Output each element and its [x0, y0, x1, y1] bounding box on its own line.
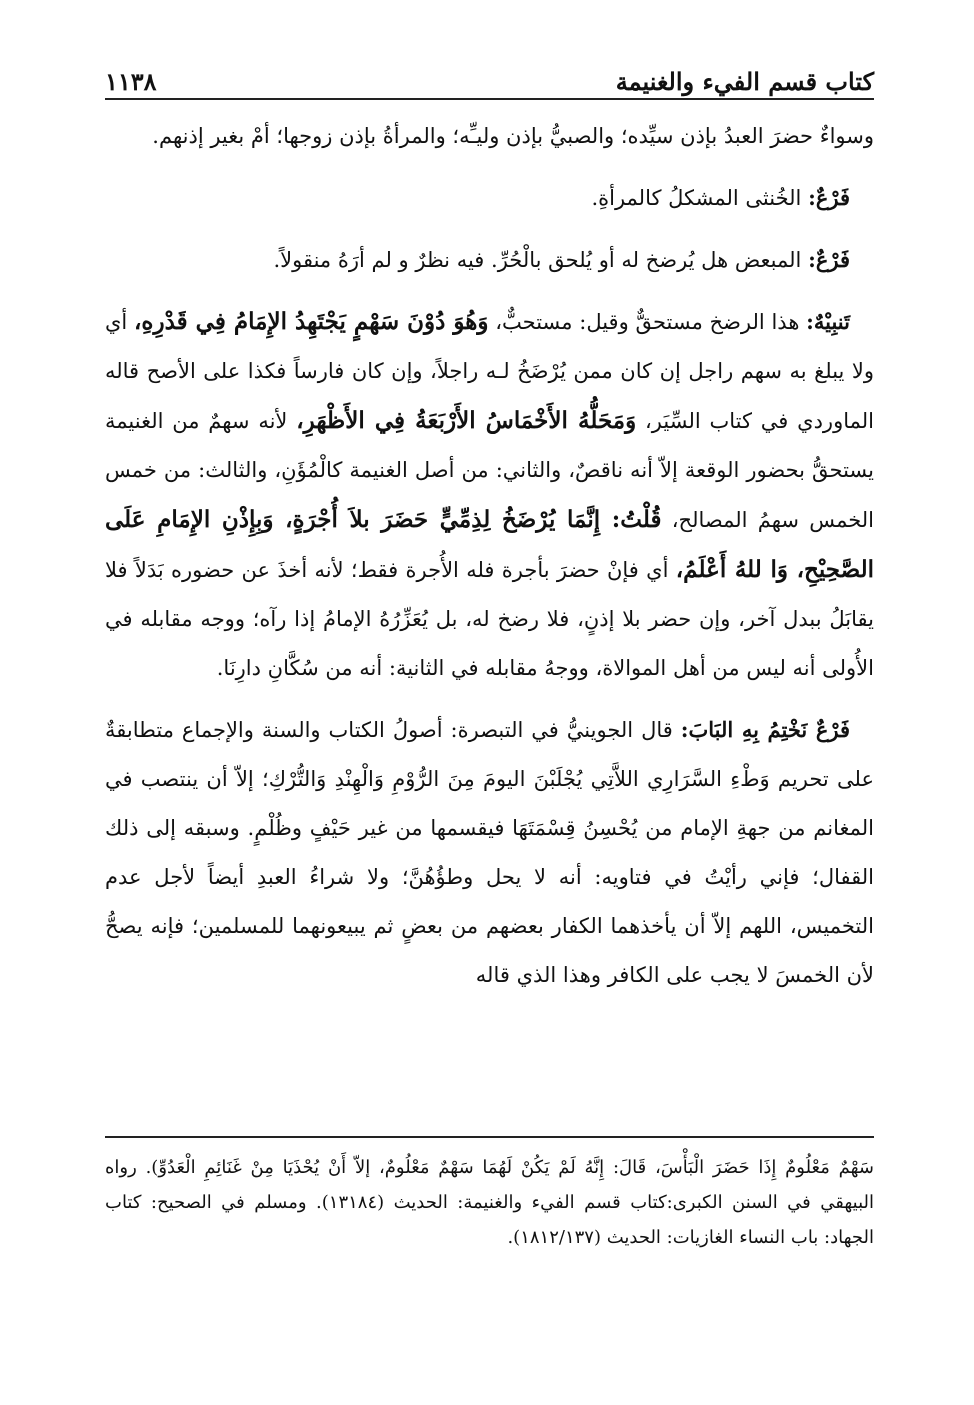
paragraph-1 [105, 112, 874, 161]
matn-text: وَهُوَ دُوْنَ سَهْمٍ يَجْتَهِدُ الإِمَامُ فِي قَدْرِهِ، [133, 308, 489, 335]
paragraph-closing-far [105, 705, 874, 1000]
matn-text: وَمَحَلُّهُ الأَخْمَاسُ الأَرْبَعَةُ فِي الأَظْهَرِ، [296, 407, 637, 434]
paragraph-1-text: وسواءٌ حضرَ العبدُ بإذن سيِّده؛ والصبيُّ بإذن وليـِّه؛ والمرأةُ بإذن زوجها؛ أمْ بغير إذنهم. [152, 124, 874, 148]
commentary-text: لأنه سهمٌ من الغنيمة يستحقُّ بحضور الوقعة إلاّ أنه ناقصٌ، والثاني: من أصل الغنيمة كالْمُؤَنِ، والثالث: من خمس الخمس سهمُ المصالح، [105, 409, 875, 532]
far-label: فَرْعٌ نَخْتِمُ بِهِ البَابَ: [680, 717, 851, 742]
commentary-text: هذا الرضخ مستحقٌّ وقيل: مستحبٌّ، [488, 310, 807, 334]
running-title: كتاب قسم الفيء والغنيمة [615, 67, 874, 96]
far-text: الخُنثى المشكلُ كالمرأةِ. [591, 186, 809, 210]
qultu-label: قُلْتُ: [611, 506, 662, 533]
commentary-text: أي ولا يبلغ به سهم راجل إن كان ممن يُرْضَخُ لـه راجلاً، وإن كان فارساً فكذا على الأصح قاله الماوردي في كتاب السِّيَر، [105, 310, 874, 433]
far-text: المبعض هل يُرضخ له أو يُلحق بالْحُرِّ. فيه نظرٌ و لم أرَهُ منقولاً. [273, 248, 809, 272]
tanbih-label: تَنبِيْهٌ: [806, 309, 850, 334]
commentary-text: أي فإنْ حضرَ بأجرة فله الأُجرة فقط؛ لأنه أخذَ عن حضوره بَدَلاً فلا يقابَلُ ببدل آخر، وإن حضر بلا إذنٍ، فلا رضخ له، بل يُعَزِّرُهُ الإمامُ إذا رآه؛ ووجه مقابله في الأُولى أنه ليس من أهل الموالاة، ووجهُ مقابله في الثانية: أنه من سُكَّانِ دارِنَا. [105, 558, 874, 680]
far-text: قال الجوينيُّ في التبصرة: أصولُ الكتاب والسنة والإجماع متطابقةٌ على تحريم وَطْءِ السَّرَارِي اللاَّتِي يُجْلَبْنَ اليومَ مِنَ الرُّوْمِ وَالْهِنْدِ وَالتُّرْكِ؛ إلاّ أن ينتصب في المغانم من جهةِ الإمام من يُحْسِنُ قِسْمَتَهَا فيقسمها من غير حَيْفٍ وظُلْمٍ. وسبقه إلى ذلك القفال؛ فإني رأيْتُ في فتاويه: أنه لا يحل وطؤُهُنَّ؛ ولا شراءُ العبدِ أيضاً لأجل عدم التخميس، اللهم إلاّ أن يأخذهما الكفار بعضهم من بعضٍ ثم يبيعونهما للمسلمين؛ فإنه يصحُّ لأن الخمسَ لا يجب على الكافر وهذا الذي قاله [105, 718, 874, 987]
page-number: ١١٣٨ [105, 67, 157, 96]
footnotes [105, 1150, 874, 1255]
footnote-divider [105, 1136, 874, 1138]
far-label: فَرْعٌ: [808, 185, 850, 210]
far-label: فَرْعٌ: [808, 247, 850, 272]
footnote-text: سَهْمٌ مَعْلُومٌ إِذَا حَضَرَ الْبَأْسَ، قَالَ: إِنَّهُ لَمْ يَكُنْ لَهُمَا سَهْمٌ مَعْلُومٌ، إلاّ أَنْ يُحْذَيَا مِنْ غَنَائِمِ الْعَدُوِّ). رواه البيهقي في السنن الكبرى:كتاب قسم الفيء والغنيمة: الحديث (١٣١٨٤). ومسلم في الصحيح: كتاب الجهاد: باب النساء الغازيات: الحديث (١٨١٢/١٣٧). [105, 1157, 874, 1248]
body-text [105, 112, 874, 1000]
running-header [105, 58, 874, 100]
paragraph-far-1 [105, 173, 874, 223]
paragraph-tanbih [105, 297, 874, 693]
matn-text: إِنَّمَا يُرْضَخُ لِذِمِّيٍّ حَضَرَ بلاَ أُجْرَةٍ، وَبِإِذْنِ الإِمَامِ عَلَى الصَّحِيْحِ، وَا للهُ أَعْلَمُ، [105, 506, 874, 583]
paragraph-far-2 [105, 235, 874, 285]
